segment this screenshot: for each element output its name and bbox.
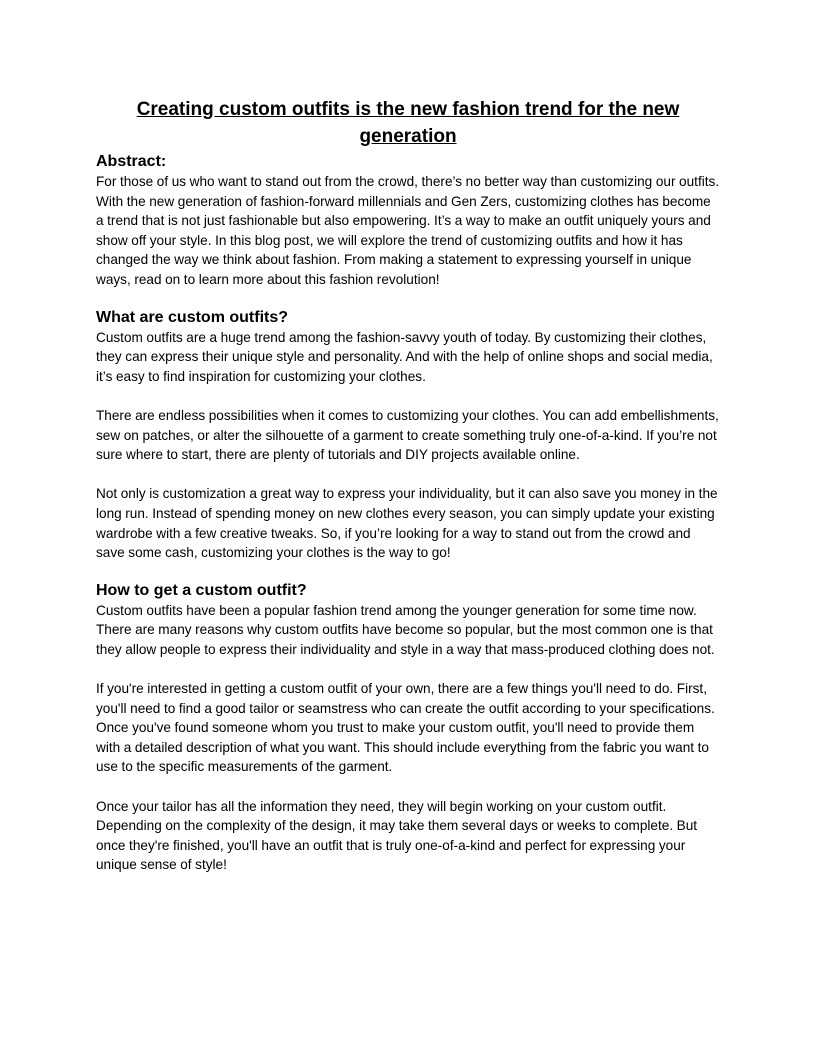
- paragraph: Custom outfits are a huge trend among the fashion-savvy youth of today. By customizing their clothes, they can express their unique style and personality. And with the help of online shops and social media, it’s easy to find inspiration for customizing your clothes.: [96, 329, 713, 384]
- paragraph: If you're interested in getting a custom outfit of your own, there are a few things you'll need to do. First, you'll need to find a good tailor or seamstress who can create the outfit according to your specifications. Once you've found someone whom you trust to make your custom outfit, you'll need to provide them with a detailed description of what you want. This should include everything from the fabric you want to use to the specific measurements of the garment.: [96, 681, 715, 775]
- paragraph: Custom outfits have been a popular fashion trend among the younger generation for some time now. There are many reasons why custom outfits have become so popular, but the most common one is that they allow people to express their individuality and style in a way that mass-produced clothing does not.: [96, 602, 715, 657]
- paragraph: There are endless possibilities when it comes to customizing your clothes. You can add embellishments, sew on patches, or alter the silhouette of a garment to create something truly one-of-a-kind. If you’re not sure where to start, there are plenty of tutorials and DIY projects available online.: [96, 407, 719, 463]
- document-page: [96, 96, 720, 875]
- paragraph: Not only is customization a great way to express your individuality, but it can also save you money in the long run. Instead of spending money on new clothes every season, you can simply update your existing wardrobe with a few creative tweaks. So, if you’re looking for a way to stand out from the crowd and save some cash, customizing your clothes is the way to go!: [96, 486, 718, 561]
- section-heading-what-are-custom-outfits: What are custom outfits?: [96, 308, 289, 326]
- abstract-paragraph: For those of us who want to stand out from the crowd, there’s no better way than customizing our outfits. With the new generation of fashion-forward millennials and Gen Zers, customizing clothes has become a trend that is not just fashionable but also empowering. It’s a way to make an outfit uniquely yours and show off your style. In this blog post, we will explore the trend of customizing outfits and how it has changed the way we think about fashion. From making a statement to expressing yourself in unique ways, read on to learn more about this fashion revolution!: [96, 174, 720, 287]
- document-title: Creating custom outfits is the new fashion trend for the new generation: [136, 99, 680, 147]
- section-heading-how-to-get-a-custom-outfit: How to get a custom outfit?: [96, 581, 307, 599]
- paragraph: Once your tailor has all the information they need, they will begin working on your custom outfit. Depending on the complexity of the design, it may take them several days or weeks to complete. But once they're finished, you'll have an outfit that is truly one-of-a-kind and perfect for expressing your unique sense of style!: [96, 798, 698, 873]
- abstract-heading: Abstract:: [96, 153, 167, 170]
